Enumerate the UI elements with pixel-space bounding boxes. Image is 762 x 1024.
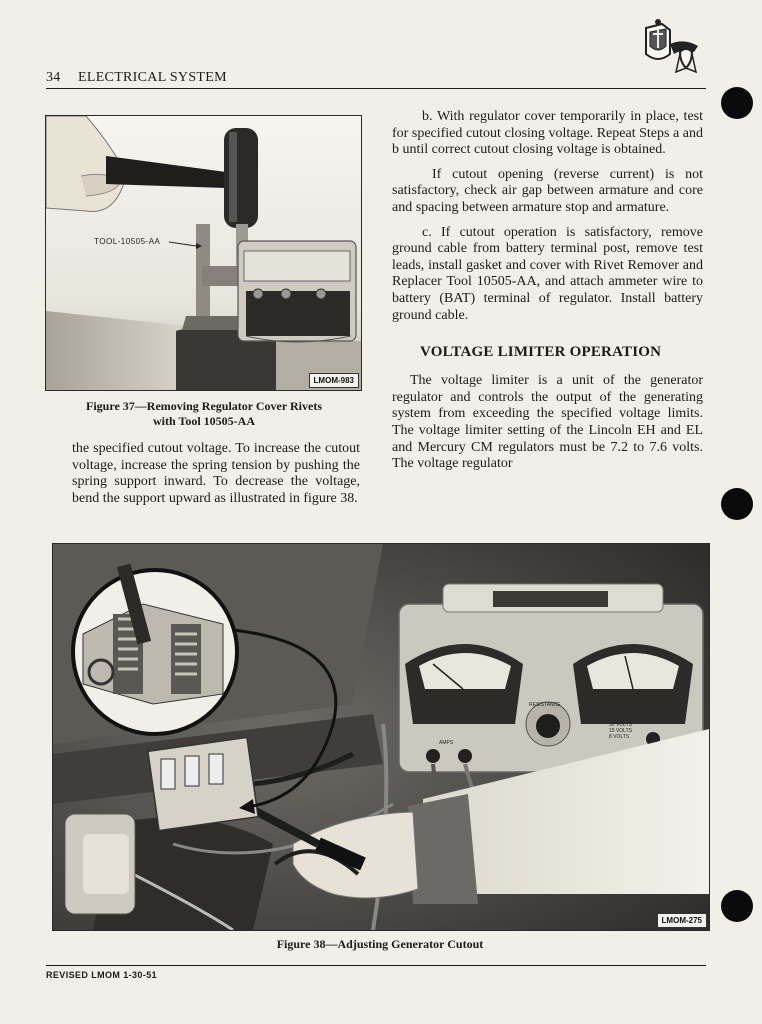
figure37-tool-label: TOOL-10505-AA xyxy=(94,237,161,246)
lincoln-mercury-logo xyxy=(640,16,702,78)
figure38-photo xyxy=(52,543,710,931)
paragraph-b: b. With regulator cover temporarily in place, test for specified cutout closing voltage. Repeat Steps a and b until correct cutout closing voltage is obtained. xyxy=(392,109,703,158)
punch-hole-top xyxy=(721,87,753,119)
range-label: 8 VOLTS xyxy=(609,734,630,740)
right-column xyxy=(392,109,703,473)
header-rule xyxy=(46,88,706,89)
meter-right-label: VOLTS xyxy=(626,646,646,652)
punch-hole-bottom xyxy=(721,890,753,922)
resistance-knob-label: RESISTANCE xyxy=(529,702,561,708)
range-label: 15 VOLTS xyxy=(609,728,632,734)
footer-rule xyxy=(46,965,706,966)
range-labels xyxy=(609,722,632,740)
figure38-plate-tag: LMOM-275 xyxy=(657,913,707,928)
paragraph-reverse-current: If cutout opening (reverse current) is not satisfactory, check air gap between armature and core and spacing between armature stop and armature. xyxy=(392,166,703,215)
figure37-photo xyxy=(45,115,362,391)
punch-hole-middle xyxy=(721,488,753,520)
figure37-caption-line1: Figure 37—Removing Regulator Cover Rivets xyxy=(86,399,322,413)
figure37-caption-line2: with Tool 10505-AA xyxy=(152,414,256,428)
figure37-plate-tag: LMOM-983 xyxy=(309,373,359,388)
section-title: ELECTRICAL SYSTEM xyxy=(78,70,227,85)
revision-note: REVISED LMOM 1-30-51 xyxy=(46,970,158,980)
meter-left-label: AMPERES xyxy=(451,646,481,652)
paragraph-voltage-limiter: The voltage limiter is a unit of the generator regulator and controls the output of the generating system from exceeding the specified voltage limits. The voltage limiter setting of the Lincoln EH and EL and Mercury CM regulators must be 7.2 to 7.6 volts. The voltage regulator xyxy=(392,373,703,472)
figure38-caption: Figure 38—Adjusting Generator Cutout xyxy=(276,937,484,951)
amps-label: AMPS xyxy=(439,740,454,746)
range-label: 30 VOLTS xyxy=(609,722,632,728)
paragraph-c: c. If cutout operation is satisfactory, remove ground cable from battery terminal post, remove test leads, install gasket and cover with Rivet Remover and Replacer Tool 10505-AA, and attach ammeter wire to battery (BAT) terminal of regulator. Install battery ground cable. xyxy=(392,224,703,323)
figure37-caption xyxy=(46,399,362,429)
left-column-paragraph: the specified cutout voltage. To increase the cutout voltage, increase the spring tension by pushing the spring support inward. To decrease the voltage, bend the support upward as illustrated in figure 38. xyxy=(72,441,360,506)
page-number: 34 xyxy=(46,70,61,85)
section-heading: VOLTAGE LIMITER OPERATION xyxy=(420,344,662,361)
